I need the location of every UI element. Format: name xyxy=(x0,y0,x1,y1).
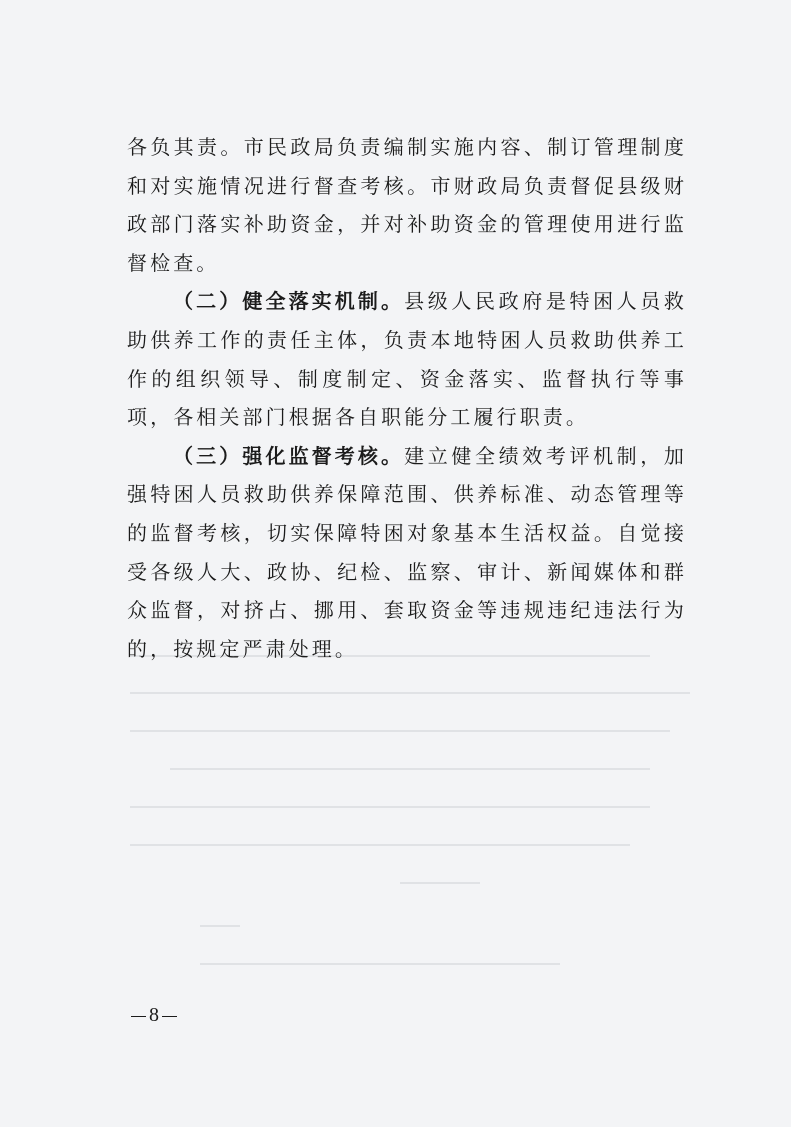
section-heading-supervision: （三）强化监督考核。 xyxy=(173,443,405,468)
paragraph-continuation: 各负其责。市民政局负责编制实施内容、制订管理制度和对实施情况进行督查考核。市财政局负责督促县级财政部门落实补助资金，并对补助资金的管理使用进行监督检查。 xyxy=(127,135,687,275)
section-body-supervision: 建立健全绩效考评机制，加强特困人员救助供养保障范围、供养标准、动态管理等的监督考核，切实保障特困对象基本生活权益。自觉接受各级人大、政协、纪检、监察、审计、新闻媒体和群众监督，对挤占、挪用、套取资金等违规违纪违法行为的，按规定严肃处理。 xyxy=(127,443,688,661)
bleed-through-line xyxy=(200,925,240,927)
document-body xyxy=(127,128,687,668)
section-heading-mechanism: （二）健全落实机制。 xyxy=(173,289,405,314)
bleed-through-line xyxy=(170,768,650,770)
page-number: 8 xyxy=(149,1004,159,1026)
bleed-through-line xyxy=(130,806,650,808)
bleed-through-line xyxy=(130,692,690,694)
bleed-through-line xyxy=(130,844,630,846)
bleed-through-line xyxy=(400,882,480,884)
dash-left xyxy=(131,1016,146,1018)
section-body-mechanism: 县级人民政府是特困人员救助供养工作的责任主体，负责本地特困人员救助供养工作的组织领导、制度制定、资金落实、监督执行等事项，各相关部门根据各自职能分工履行职责。 xyxy=(127,289,688,430)
paragraph-mechanism xyxy=(127,282,687,436)
page-footer xyxy=(128,1004,180,1027)
bleed-through-line xyxy=(130,730,670,732)
paragraph-supervision xyxy=(127,437,687,669)
bleed-through-line xyxy=(200,963,560,965)
dash-right xyxy=(162,1016,177,1018)
